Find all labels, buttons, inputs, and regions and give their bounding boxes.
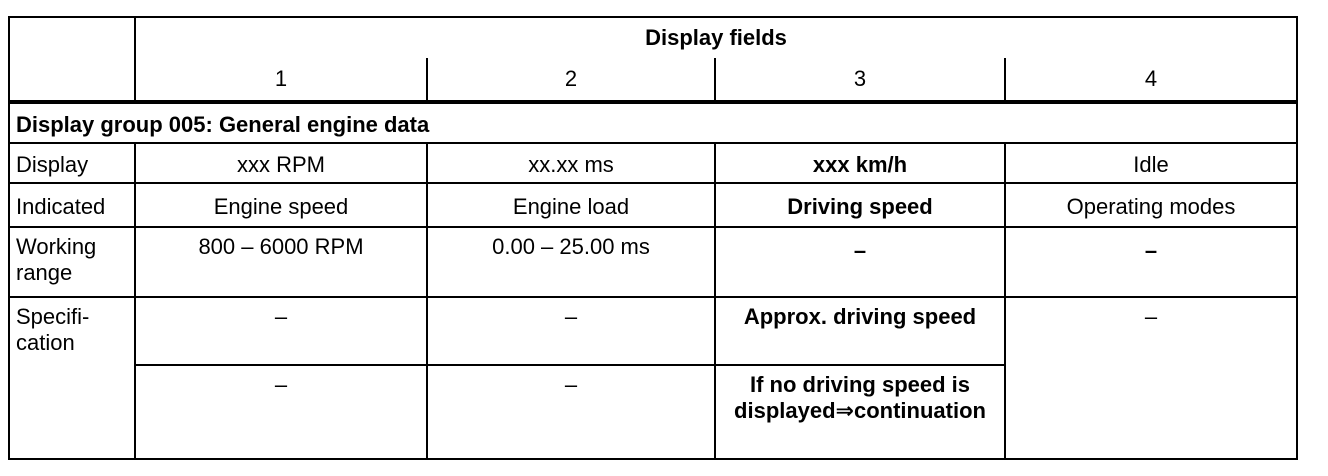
row-divider bbox=[134, 364, 1004, 366]
column-divider bbox=[426, 142, 428, 460]
table-cell: – bbox=[1144, 238, 1158, 263]
table-cell: – bbox=[274, 304, 288, 329]
row-label-specification: Specifi- bbox=[16, 304, 90, 329]
row-label-indicated: Indicated bbox=[16, 194, 106, 219]
table-cell: Engine speed bbox=[213, 194, 349, 219]
column-header-2: 2 bbox=[564, 66, 578, 91]
table-cell: Driving speed bbox=[787, 194, 933, 219]
table-cell: Approx. driving speed bbox=[743, 304, 977, 329]
continuation-note: If no driving speed is bbox=[749, 372, 971, 397]
row-label-specification: cation bbox=[16, 330, 75, 355]
display-group-table bbox=[8, 16, 1298, 460]
table-cell: – bbox=[853, 238, 867, 263]
table-border-top bbox=[8, 16, 1298, 18]
table-cell: Operating modes bbox=[1066, 194, 1236, 219]
row-divider bbox=[8, 182, 1298, 184]
table-cell: xxx km/h bbox=[812, 152, 908, 177]
row-label-working-range: Working bbox=[16, 234, 97, 259]
table-cell: 0.00 – 25.00 ms bbox=[492, 234, 650, 259]
column-divider bbox=[1004, 142, 1006, 460]
table-cell: Engine load bbox=[512, 194, 630, 219]
table-cell: xxx RPM bbox=[237, 152, 325, 177]
continuation-note: displayed⇒continuation bbox=[734, 398, 986, 423]
column-divider bbox=[134, 142, 136, 460]
column-header-3: 3 bbox=[853, 66, 867, 91]
table-cell: 800 – 6000 RPM bbox=[198, 234, 364, 259]
row-divider bbox=[8, 142, 1298, 144]
row-divider bbox=[8, 226, 1298, 228]
table-border-left bbox=[8, 16, 10, 460]
header-display-fields: Display fields bbox=[645, 25, 787, 50]
table-cell: Idle bbox=[1133, 152, 1169, 177]
table-border-right bbox=[1296, 16, 1298, 460]
row-label-working-range: range bbox=[16, 260, 73, 285]
column-header-4: 4 bbox=[1144, 66, 1158, 91]
column-header-1: 1 bbox=[274, 66, 288, 91]
table-cell: – bbox=[274, 372, 288, 397]
row-label-display: Display bbox=[16, 152, 89, 177]
row-divider bbox=[8, 296, 1298, 298]
table-cell: xx.xx ms bbox=[528, 152, 614, 177]
header-divider bbox=[8, 100, 1298, 104]
table-cell: – bbox=[564, 372, 578, 397]
table-border-bottom bbox=[8, 458, 1298, 460]
group-title: Display group 005: General engine data bbox=[16, 112, 430, 137]
table-cell: – bbox=[1144, 304, 1158, 329]
table-cell: – bbox=[564, 304, 578, 329]
